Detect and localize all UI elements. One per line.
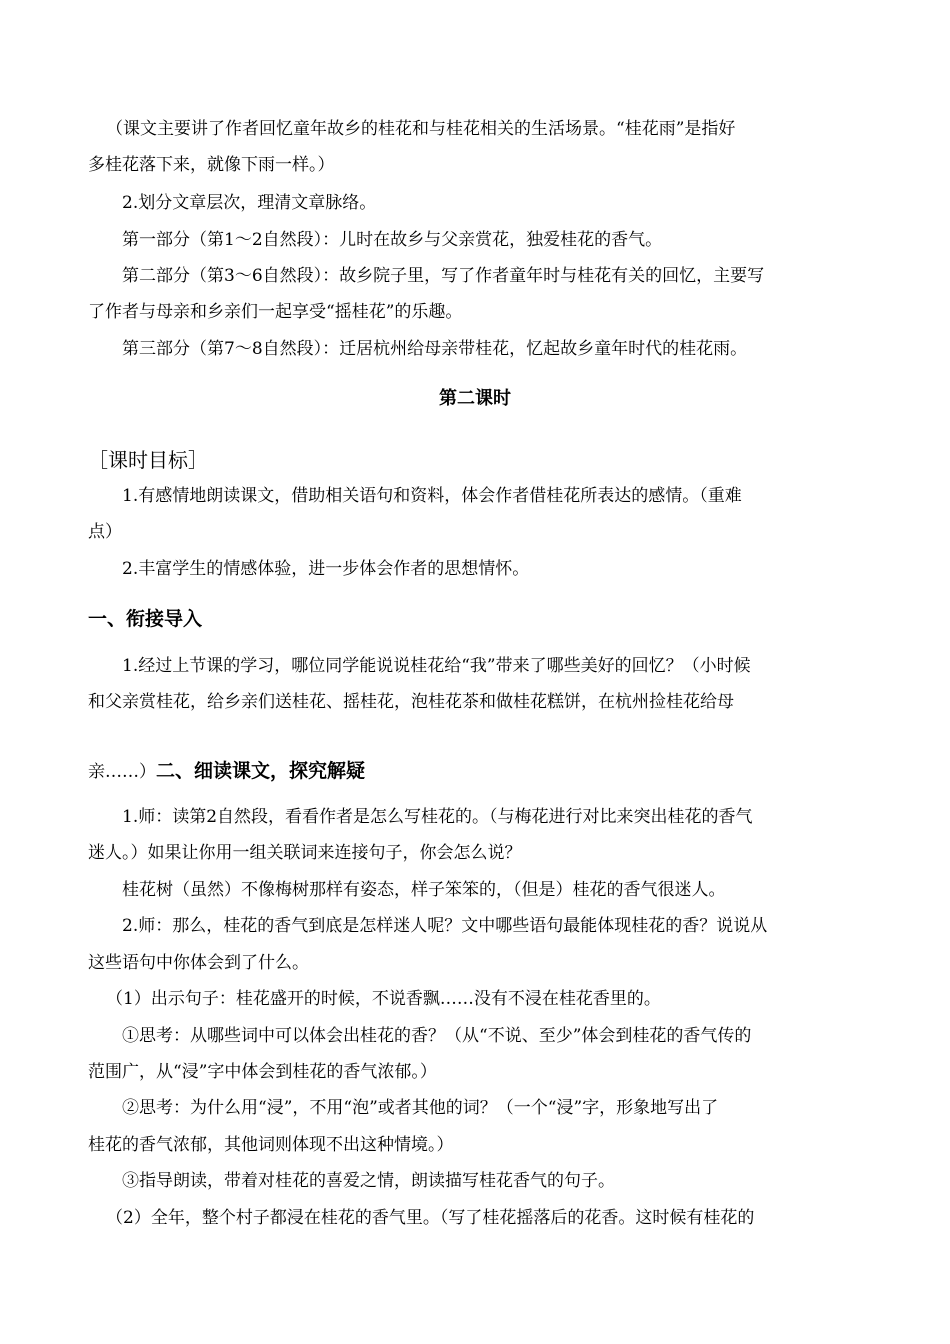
text-line: 这些语句中你体会到了什么。 <box>88 953 309 973</box>
text-line: ③指导朗读，带着对桂花的喜爱之情，朗读描写桂花香气的句子。 <box>122 1171 615 1191</box>
text-fragment: 亲……） <box>88 762 156 782</box>
text-line: （课文主要讲了作者回忆童年故乡的桂花和与桂花相关的生活场景。“桂花雨”是指好 <box>106 119 736 139</box>
text-line: 桂花树（虽然）不像梅树那样有姿态，样子笨笨的，（但是）桂花的香气很迷人。 <box>122 880 726 900</box>
text-line: 1.师：读第2自然段，看看作者是怎么写桂花的。（与梅花进行对比来突出桂花的香气 <box>122 807 753 827</box>
text-line: ②思考：为什么用“浸”，不用“泡”或者其他的词？（一个“浸”字，形象地写出了 <box>122 1098 719 1118</box>
text-line: 第三部分（第7～8自然段）：迁居杭州给母亲带桂花，忆起故乡童年时代的桂花雨。 <box>122 339 748 359</box>
text-line: 迷人。）如果让你用一组关联词来连接句子，你会怎么说？ <box>88 843 522 863</box>
lesson-title: 第二课时 <box>439 388 511 409</box>
text-line: 和父亲赏桂花，给乡亲们送桂花、摇桂花，泡桂花茶和做桂花糕饼，在杭州捡桂花给母 <box>88 692 734 712</box>
text-line: 2.丰富学生的情感体验，进一步体会作者的思想情怀。 <box>122 559 530 579</box>
text-line: ①思考：从哪些词中可以体会出桂花的香？（从“不说、至少”体会到桂花的香气传的 <box>122 1026 752 1046</box>
text-line: 1.有感情地朗读课文，借助相关语句和资料，体会作者借桂花所表达的感情。（重难 <box>122 486 742 506</box>
text-line: 点） <box>88 522 122 542</box>
text-line: 1.经过上节课的学习，哪位同学能说说桂花给“我”带来了哪些美好的回忆？（小时候 <box>122 656 751 676</box>
text-line: （2）全年，整个村子都浸在桂花的香气里。（写了桂花摇落后的花香。这时候有桂花的 <box>106 1208 755 1228</box>
text-line: 2.师：那么，桂花的香气到底是怎样迷人呢？文中哪些语句最能体现桂花的香？说说从 <box>122 916 768 936</box>
text-line: 桂花的香气浓郁，其他词则体现不出这种情境。） <box>88 1135 454 1155</box>
section-heading: 二、细读课文，探究解疑 <box>156 760 366 782</box>
goals-heading: ［课时目标］ <box>88 448 208 472</box>
section-heading: 一、衔接导入 <box>88 608 203 630</box>
text-line: 了作者与母亲和乡亲们一起享受“摇桂花”的乐趣。 <box>88 302 463 322</box>
text-line: 2.划分文章层次，理清文章脉络。 <box>122 193 377 213</box>
text-line: 第二部分（第3～6自然段）：故乡院子里，写了作者童年时与桂花有关的回忆，主要写 <box>122 266 765 286</box>
text-line: 第一部分（第1～2自然段）：儿时在故乡与父亲赏花，独爱桂花的香气。 <box>122 230 663 250</box>
text-line: 范围广，从“浸”字中体会到桂花的香气浓郁。） <box>88 1062 437 1082</box>
text-line: 多桂花落下来，就像下雨一样。） <box>88 155 335 175</box>
text-line: （1）出示句子：桂花盛开的时候，不说香飘……没有不浸在桂花香里的。 <box>106 989 661 1009</box>
mixed-line <box>88 756 365 783</box>
